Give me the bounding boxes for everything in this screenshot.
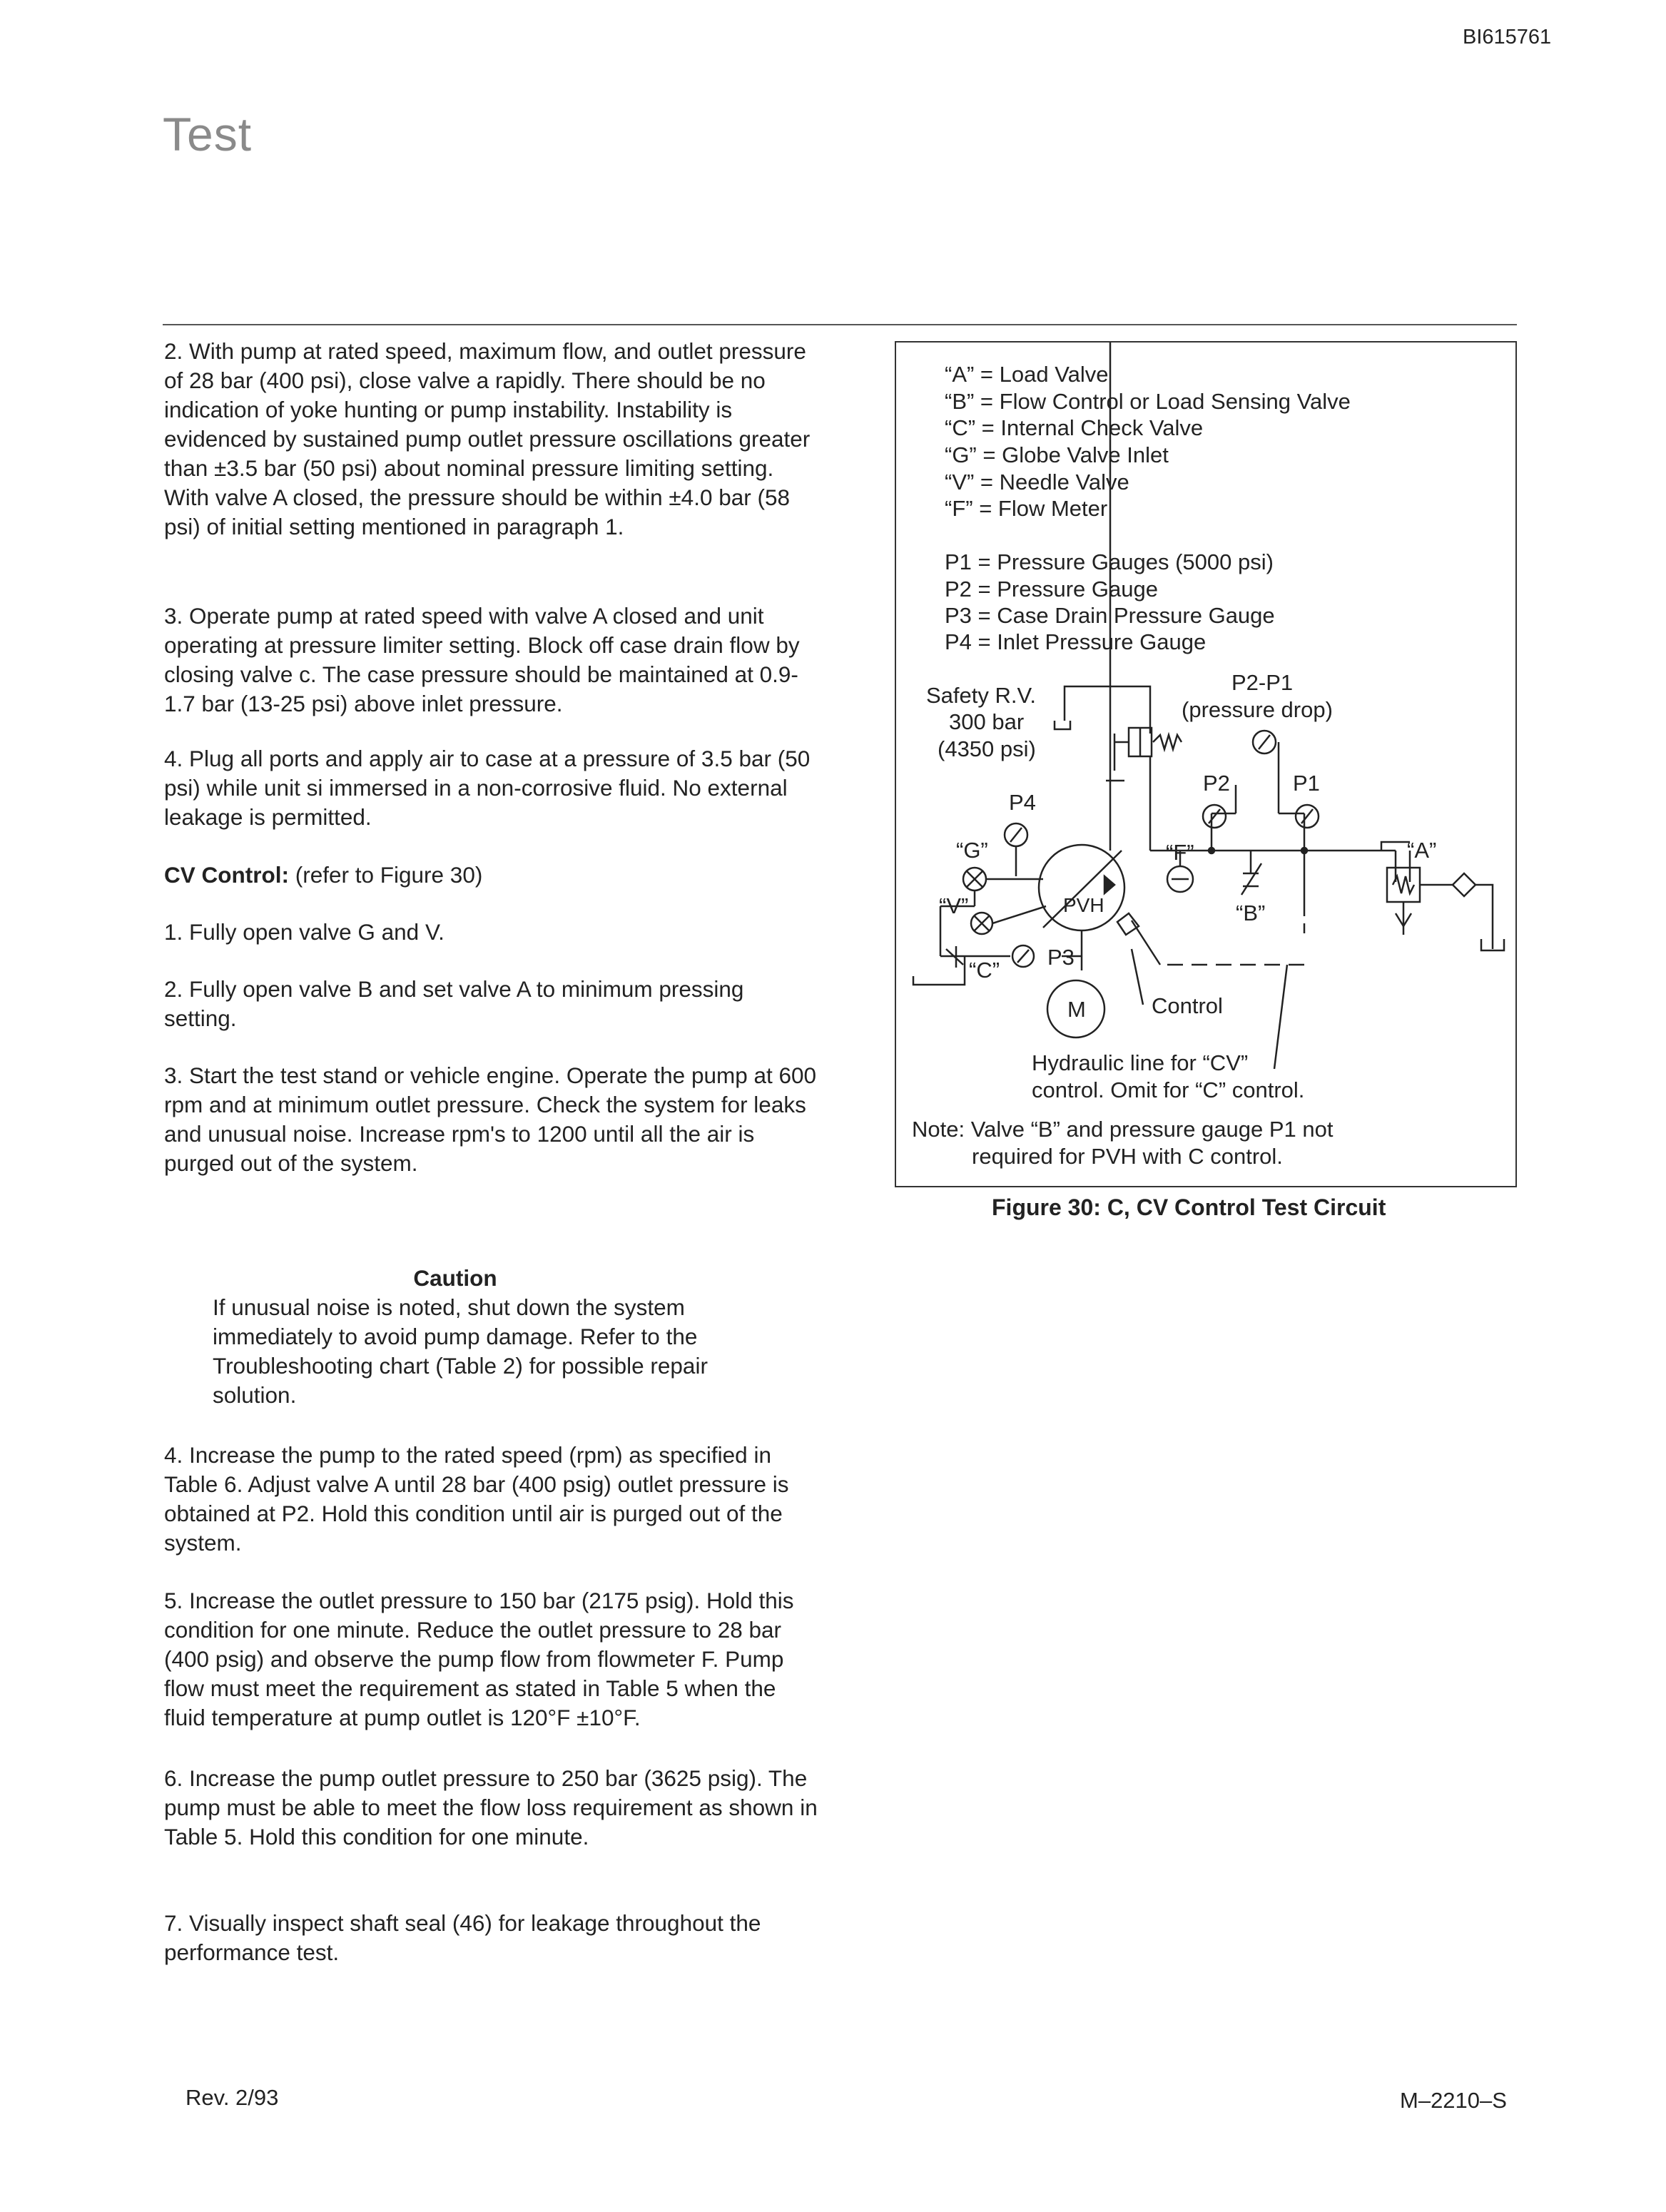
note-line-1: Note: Valve “B” and pressure gauge P1 not	[912, 1117, 1334, 1142]
legend-v: “V” = Needle Valve	[945, 470, 1129, 494]
label-v: “V”	[939, 893, 969, 918]
legend-p3: P3 = Case Drain Pressure Gauge	[945, 603, 1275, 628]
test-circuit-diagram	[896, 343, 1515, 1186]
label-p4: P4	[1009, 790, 1036, 815]
figure-caption: Figure 30: C, CV Control Test Circuit	[992, 1194, 1386, 1220]
gauge-p3-icon	[1012, 945, 1034, 967]
label-c: “C”	[969, 958, 1000, 983]
label-a: “A”	[1407, 838, 1437, 863]
note-line-2: required for PVH with C control.	[972, 1144, 1283, 1169]
cv-heading-ref: (refer to Figure 30)	[288, 862, 483, 888]
step-2: 2. Fully open valve B and set valve A to minimum pressing setting.	[164, 976, 744, 1031]
cv-control-heading	[164, 861, 821, 890]
label-f: “F”	[1166, 840, 1194, 865]
label-p1: P1	[1293, 771, 1320, 796]
paragraph-2: 2. With pump at rated speed, maximum flow, and outlet pressure of 28 bar (400 psi), close valve a rapidly. There should be no indication of yoke hunting or pump instability. Instability is evidenced by sustained pump outlet pressure oscillations greater than ±3.5 bar (50 psi) about nominal pressure limiting setting. With valve A closed, the pressure should be within ±4.0 bar (58 psi) of initial setting mentioned in paragraph 1.	[164, 338, 811, 539]
figure-30-box	[895, 341, 1517, 1187]
load-valve-a-icon	[1381, 842, 1504, 950]
legend-g: “G” = Globe Valve Inlet	[945, 442, 1169, 467]
globe-valve-g-icon	[963, 868, 1043, 906]
label-control: Control	[1152, 993, 1223, 1018]
label-safety-rv-psi: (4350 psi)	[938, 736, 1036, 761]
label-b: “B”	[1236, 900, 1266, 925]
legend-p1: P1 = Pressure Gauges (5000 psi)	[945, 549, 1274, 574]
gauge-p1-icon	[1296, 805, 1319, 828]
legend-b: “B” = Flow Control or Load Sensing Valve	[945, 389, 1351, 414]
label-pressure-drop: (pressure drop)	[1182, 697, 1333, 722]
control-line	[1117, 906, 1304, 1069]
page-title: Test	[163, 108, 253, 161]
label-p3: P3	[1047, 945, 1075, 970]
legend-p4: P4 = Inlet Pressure Gauge	[945, 629, 1207, 654]
cv-heading-label: CV Control:	[164, 862, 289, 888]
label-safety-rv-bar: 300 bar	[949, 709, 1025, 734]
legend-c: “C” = Internal Check Valve	[945, 415, 1204, 440]
flow-control-valve-b-icon	[1241, 851, 1261, 895]
revision-label: Rev. 2/93	[186, 2085, 279, 2110]
paragraph-3: 3. Operate pump at rated speed with valve A closed and unit operating at pressure limiter setting. Block off case drain flow by closing valve c. The case pressure should be maintained at 0.9-1.7 bar (13-25 psi) above inlet pressure.	[164, 603, 800, 716]
motor-label: M	[1067, 997, 1086, 1022]
caution-block	[213, 1264, 783, 1410]
step-3: 3. Start the test stand or vehicle engine. Operate the pump at 600 rpm and at minimum outlet pressure. Check the system for leaks and unusual noise. Increase rpm's to 1200 until all the air is purged out of the system.	[164, 1062, 817, 1176]
label-p2p1: P2-P1	[1231, 670, 1294, 695]
label-pvh: PVH	[1063, 894, 1104, 916]
step-7: 7. Visually inspect shaft seal (46) for leakage throughout the performance test.	[164, 1910, 761, 1965]
document-id: BI615761	[1463, 26, 1552, 49]
label-hydraulic-line: Hydraulic line for “CV”	[1032, 1050, 1249, 1075]
step-1: 1. Fully open valve G and V.	[164, 919, 445, 945]
label-p2: P2	[1203, 771, 1230, 796]
label-hydraulic-line-2: control. Omit for “C” control.	[1032, 1077, 1305, 1102]
paragraph-4: 4. Plug all ports and apply air to case at a pressure of 3.5 bar (50 psi) while unit si immersed in a non-corrosive fluid. No external leakage is permitted.	[164, 746, 811, 830]
caution-text: If unusual noise is noted, shut down the system immediately to avoid pump damage. Refer to the Troubleshooting chart (Table 2) for possible repair solution.	[213, 1294, 708, 1408]
step-5: 5. Increase the outlet pressure to 150 bar (2175 psig). Hold this condition for one minute. Reduce the outlet pressure to 28 bar (400 psig) and observe the pump flow from flowmeter F. Pump flow must meet the requirement as stated in Table 5 when the fluid temperature at pump outlet is 120°F ±10°F.	[164, 1588, 794, 1730]
document-number: M–2210–S	[1400, 2088, 1507, 2113]
step-4: 4. Increase the pump to the rated speed (rpm) as specified in Table 6. Adjust valve A until 28 bar (400 psig) outlet pressure is obtained at P2. Hold this condition until air is purged out of the system.	[164, 1442, 789, 1556]
header-divider	[163, 324, 1517, 325]
caution-title: Caution	[413, 1265, 497, 1291]
label-g: “G”	[956, 838, 988, 863]
legend-f: “F” = Flow Meter	[945, 496, 1108, 521]
legend-p2: P2 = Pressure Gauge	[945, 577, 1158, 602]
gauge-p2-icon	[1203, 805, 1226, 828]
safety-relief-valve	[1055, 686, 1182, 851]
gauge-p2-p1-icon	[1253, 731, 1276, 754]
label-safety-rv: Safety R.V.	[926, 683, 1036, 708]
legend-a: “A” = Load Valve	[945, 362, 1109, 387]
gauge-p4-icon	[1005, 823, 1027, 876]
step-6: 6. Increase the pump outlet pressure to 250 bar (3625 psig). The pump must be able to meet the flow loss requirement as shown in Table 5. Hold this condition for one minute.	[164, 1765, 818, 1850]
